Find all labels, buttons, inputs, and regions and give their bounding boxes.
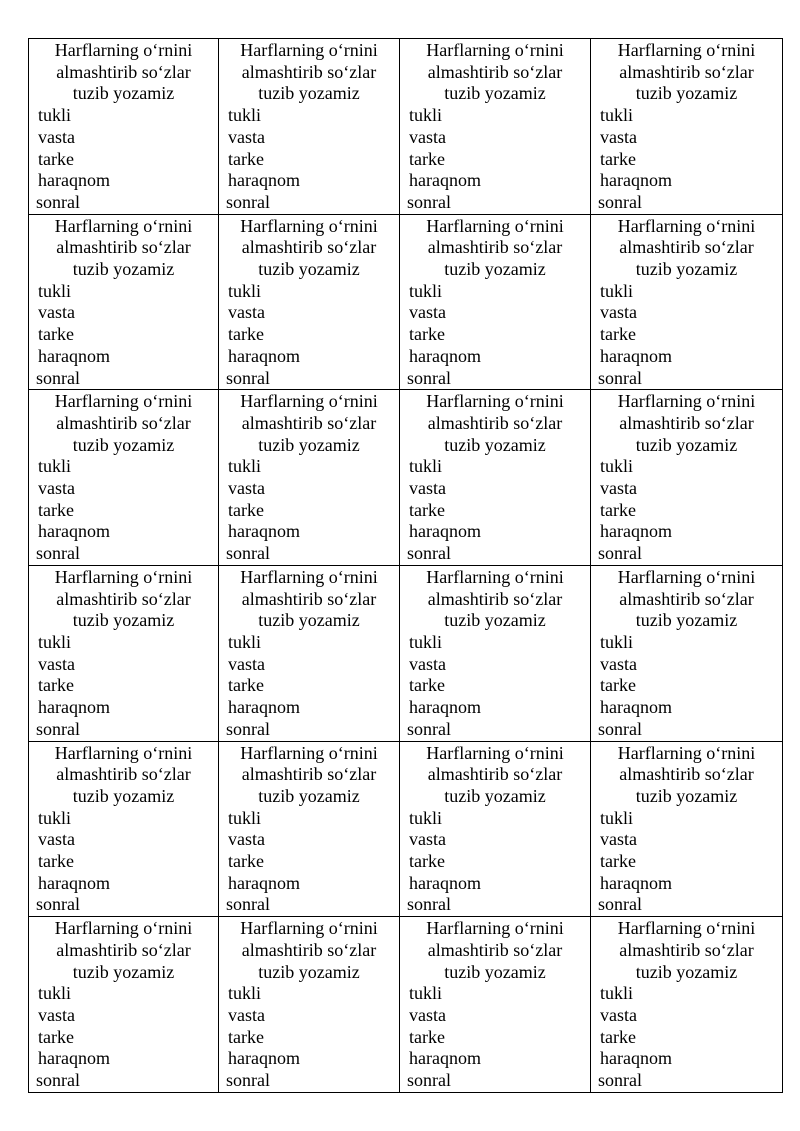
scrambled-word: tarke [38, 499, 74, 520]
scrambled-word: tarke [38, 851, 74, 872]
scrambled-word: vasta [38, 1004, 75, 1025]
card-instruction [591, 391, 782, 456]
word-card-content [219, 566, 399, 741]
word-card [400, 565, 591, 741]
scrambled-word: haraqnom [228, 521, 300, 542]
word-card [29, 917, 219, 1093]
instruction-line: almashtirib so‘zlar [241, 764, 377, 785]
scrambled-word: tukli [600, 280, 634, 301]
instruction-line: tuzib yozamiz [72, 961, 175, 982]
word-card-content [29, 742, 218, 917]
instruction-line: Harflarning o‘rnini [240, 215, 378, 236]
instruction-line: Harflarning o‘rnini [54, 215, 193, 236]
card-instruction [591, 743, 782, 808]
instruction-line: almashtirib so‘zlar [241, 588, 377, 609]
instruction-line: Harflarning o‘rnini [617, 918, 756, 939]
scrambled-word: tukli [38, 105, 72, 126]
word-card [400, 39, 591, 215]
scrambled-word: haraqnom [409, 1048, 481, 1069]
instruction-line: tuzib yozamiz [258, 83, 360, 104]
scrambled-word: haraqnom [600, 1048, 672, 1069]
card-instruction [29, 918, 218, 983]
instruction-line: almashtirib so‘zlar [427, 939, 563, 960]
instruction-line: tuzib yozamiz [258, 961, 360, 982]
instruction-line: Harflarning o‘rnini [54, 918, 193, 939]
instruction-line: Harflarning o‘rnini [54, 40, 193, 60]
scrambled-word: haraqnom [600, 521, 672, 542]
scrambled-word: vasta [228, 302, 265, 323]
scrambled-word: sonral [36, 718, 80, 739]
instruction-line: tuzib yozamiz [72, 610, 175, 631]
scrambled-word: haraqnom [409, 697, 481, 718]
scrambled-word: haraqnom [228, 1048, 300, 1069]
instruction-line: almashtirib so‘zlar [241, 412, 377, 433]
card-instruction [219, 567, 399, 632]
card-instruction [591, 40, 782, 105]
scrambled-word: tukli [409, 456, 443, 477]
scrambled-word: vasta [38, 126, 75, 147]
instruction-line: tuzib yozamiz [72, 83, 175, 104]
card-row [29, 214, 783, 390]
scrambled-word: vasta [409, 1004, 446, 1025]
word-card [29, 39, 219, 215]
scrambled-word: vasta [600, 829, 637, 850]
word-card-content [219, 215, 399, 390]
instruction-line: Harflarning o‘rnini [426, 742, 564, 763]
scrambled-word: sonral [598, 894, 642, 915]
instruction-line: Harflarning o‘rnini [54, 742, 193, 763]
instruction-line: almashtirib so‘zlar [56, 764, 191, 785]
word-card [591, 741, 783, 917]
instruction-line: Harflarning o‘rnini [617, 742, 756, 763]
instruction-line: almashtirib so‘zlar [427, 412, 563, 433]
card-row [29, 917, 783, 1093]
word-card [29, 565, 219, 741]
card-instruction [400, 918, 590, 983]
word-card [400, 741, 591, 917]
scrambled-word: sonral [226, 191, 270, 212]
scrambled-word: haraqnom [600, 345, 672, 366]
scrambled-word: tarke [600, 148, 636, 169]
scrambled-word: vasta [228, 126, 265, 147]
scrambled-word: sonral [407, 191, 451, 212]
card-instruction [591, 216, 782, 281]
instruction-line: almashtirib so‘zlar [619, 588, 754, 609]
scrambled-word: haraqnom [38, 170, 110, 191]
card-row [29, 741, 783, 917]
scrambled-word: sonral [226, 1070, 270, 1091]
scrambled-word: sonral [407, 894, 451, 915]
scrambled-word: tarke [228, 499, 264, 520]
instruction-line: tuzib yozamiz [444, 259, 546, 280]
word-card-content [219, 917, 399, 1092]
scrambled-word: tarke [228, 851, 264, 872]
word-card-content [591, 215, 782, 390]
word-card [400, 390, 591, 566]
scrambled-word: haraqnom [409, 345, 481, 366]
word-card [591, 390, 783, 566]
scrambled-word: vasta [600, 1004, 637, 1025]
word-card [591, 565, 783, 741]
card-instruction [29, 743, 218, 808]
scrambled-word: vasta [228, 1004, 265, 1025]
scrambled-word: haraqnom [600, 872, 672, 893]
word-card [400, 917, 591, 1093]
scrambled-word: sonral [36, 1070, 80, 1091]
scrambled-word: tarke [409, 148, 445, 169]
scrambled-word: tukli [600, 105, 634, 126]
scrambled-word: haraqnom [600, 697, 672, 718]
scrambled-word: haraqnom [409, 170, 481, 191]
word-card-content [400, 566, 590, 741]
scrambled-word: vasta [228, 829, 265, 850]
scrambled-word: tarke [38, 1026, 74, 1047]
card-row [29, 390, 783, 566]
word-card-content [400, 215, 590, 390]
scrambled-word: tarke [228, 1026, 264, 1047]
scrambled-word: tukli [228, 280, 262, 301]
scrambled-word: vasta [600, 126, 637, 147]
card-row [29, 565, 783, 741]
scrambled-word: vasta [600, 302, 637, 323]
instruction-line: almashtirib so‘zlar [241, 939, 377, 960]
instruction-line: tuzib yozamiz [258, 610, 360, 631]
word-card-content [591, 742, 782, 917]
scrambled-word: tukli [228, 983, 262, 1004]
scrambled-word: haraqnom [600, 170, 672, 191]
scrambled-word: vasta [600, 653, 637, 674]
scrambled-word: sonral [407, 718, 451, 739]
word-card [219, 741, 400, 917]
instruction-line: almashtirib so‘zlar [427, 588, 563, 609]
instruction-line: Harflarning o‘rnini [617, 40, 756, 60]
word-card-content [29, 917, 218, 1092]
word-card [591, 39, 783, 215]
scrambled-word: tarke [409, 851, 445, 872]
card-instruction [219, 40, 399, 105]
instruction-line: tuzib yozamiz [258, 785, 360, 806]
word-card [219, 565, 400, 741]
scrambled-word: vasta [38, 829, 75, 850]
instruction-line: almashtirib so‘zlar [619, 939, 754, 960]
instruction-line: tuzib yozamiz [444, 83, 546, 104]
card-instruction [29, 391, 218, 456]
scrambled-word: tarke [600, 324, 636, 345]
word-card-content [591, 917, 782, 1092]
scrambled-word: tukli [228, 456, 262, 477]
word-card-content [219, 742, 399, 917]
word-card [29, 390, 219, 566]
word-card-content [400, 39, 590, 214]
instruction-line: Harflarning o‘rnini [54, 391, 193, 412]
instruction-line: almashtirib so‘zlar [619, 764, 754, 785]
scrambled-word: haraqnom [38, 697, 110, 718]
instruction-line: almashtirib so‘zlar [427, 237, 563, 258]
instruction-line: Harflarning o‘rnini [426, 566, 564, 587]
instruction-line: Harflarning o‘rnini [240, 391, 378, 412]
scrambled-word: sonral [598, 367, 642, 388]
word-card-content [29, 390, 218, 565]
instruction-line: tuzib yozamiz [635, 610, 738, 631]
scrambled-word: haraqnom [38, 521, 110, 542]
scrambled-word: vasta [38, 302, 75, 323]
instruction-line: almashtirib so‘zlar [427, 764, 563, 785]
scrambled-word: tukli [228, 631, 262, 652]
instruction-line: Harflarning o‘rnini [426, 391, 564, 412]
word-card [29, 741, 219, 917]
word-card-content [591, 566, 782, 741]
scrambled-word: sonral [36, 367, 80, 388]
instruction-line: tuzib yozamiz [635, 83, 738, 104]
scrambled-word: tukli [409, 983, 443, 1004]
card-instruction [400, 567, 590, 632]
instruction-line: tuzib yozamiz [635, 259, 738, 280]
instruction-line: Harflarning o‘rnini [240, 566, 378, 587]
scrambled-word: tukli [228, 105, 262, 126]
scrambled-word: vasta [409, 478, 446, 499]
instruction-line: tuzib yozamiz [72, 785, 175, 806]
scrambled-word: tukli [600, 631, 634, 652]
instruction-line: tuzib yozamiz [444, 961, 546, 982]
word-card-content [400, 742, 590, 917]
instruction-line: almashtirib so‘zlar [241, 237, 377, 258]
instruction-line: Harflarning o‘rnini [426, 215, 564, 236]
scrambled-word: vasta [409, 302, 446, 323]
instruction-line: almashtirib so‘zlar [619, 237, 754, 258]
scrambled-word: vasta [409, 126, 446, 147]
scrambled-word: sonral [36, 543, 80, 564]
instruction-line: tuzib yozamiz [72, 434, 175, 455]
instruction-line: Harflarning o‘rnini [240, 40, 378, 60]
instruction-line: tuzib yozamiz [258, 259, 360, 280]
word-card [219, 390, 400, 566]
instruction-line: Harflarning o‘rnini [426, 40, 564, 60]
instruction-line: almashtirib so‘zlar [56, 939, 191, 960]
word-card [219, 39, 400, 215]
scrambled-word: sonral [407, 1070, 451, 1091]
scrambled-word: haraqnom [409, 521, 481, 542]
scrambled-word: vasta [228, 478, 265, 499]
scrambled-word: tukli [38, 983, 72, 1004]
scrambled-word: sonral [598, 543, 642, 564]
instruction-line: Harflarning o‘rnini [617, 391, 756, 412]
word-card [219, 917, 400, 1093]
scrambled-word: sonral [226, 718, 270, 739]
instruction-line: tuzib yozamiz [72, 259, 175, 280]
scrambled-word: tarke [409, 324, 445, 345]
scrambled-word: vasta [228, 653, 265, 674]
card-instruction [219, 918, 399, 983]
word-card-content [591, 390, 782, 565]
word-card-content [400, 390, 590, 565]
instruction-line: tuzib yozamiz [258, 434, 360, 455]
scrambled-word: tarke [38, 148, 74, 169]
scrambled-word: tukli [38, 631, 72, 652]
scrambled-word: haraqnom [38, 345, 110, 366]
scrambled-word: tukli [409, 280, 443, 301]
scrambled-word: sonral [407, 543, 451, 564]
scrambled-word: haraqnom [409, 872, 481, 893]
instruction-line: tuzib yozamiz [635, 785, 738, 806]
scrambled-word: tarke [600, 1026, 636, 1047]
scrambled-word: tarke [409, 1026, 445, 1047]
word-card-content [29, 39, 218, 214]
scrambled-word: haraqnom [38, 1048, 110, 1069]
scrambled-word: sonral [598, 718, 642, 739]
word-card-content [591, 39, 782, 214]
word-card [400, 214, 591, 390]
scrambled-word: tukli [409, 631, 443, 652]
card-instruction [219, 391, 399, 456]
word-card [591, 917, 783, 1093]
card-instruction [400, 216, 590, 281]
word-card-content [400, 917, 590, 1092]
word-card [591, 214, 783, 390]
scrambled-word: haraqnom [228, 697, 300, 718]
word-card-content [219, 390, 399, 565]
instruction-line: almashtirib so‘zlar [56, 588, 191, 609]
scrambled-word: vasta [409, 653, 446, 674]
word-card-content [29, 215, 218, 390]
instruction-line: Harflarning o‘rnini [240, 918, 378, 939]
card-instruction [400, 40, 590, 105]
instruction-line: Harflarning o‘rnini [617, 566, 756, 587]
scrambled-word: tukli [600, 456, 634, 477]
instruction-line: Harflarning o‘rnini [240, 742, 378, 763]
instruction-line: tuzib yozamiz [444, 785, 546, 806]
scrambled-word: haraqnom [228, 345, 300, 366]
scrambled-word: tukli [600, 807, 634, 828]
scrambled-word: tukli [409, 807, 443, 828]
scrambled-word: vasta [409, 829, 446, 850]
instruction-line: almashtirib so‘zlar [241, 61, 377, 82]
scrambled-word: sonral [36, 191, 80, 212]
instruction-line: tuzib yozamiz [635, 961, 738, 982]
instruction-line: almashtirib so‘zlar [619, 61, 754, 82]
card-grid [28, 38, 783, 1093]
word-card [29, 214, 219, 390]
scrambled-word: haraqnom [38, 872, 110, 893]
scrambled-word: vasta [38, 478, 75, 499]
scrambled-word: tarke [228, 324, 264, 345]
scrambled-word: vasta [38, 653, 75, 674]
scrambled-word: tarke [600, 851, 636, 872]
instruction-line: almashtirib so‘zlar [427, 61, 563, 82]
scrambled-word: tarke [228, 675, 264, 696]
scrambled-word: tukli [38, 456, 72, 477]
instruction-line: Harflarning o‘rnini [426, 918, 564, 939]
scrambled-word: haraqnom [228, 170, 300, 191]
scrambled-word: tarke [600, 675, 636, 696]
instruction-line: tuzib yozamiz [444, 610, 546, 631]
card-instruction [400, 743, 590, 808]
scrambled-word: tukli [38, 280, 72, 301]
word-card-content [29, 566, 218, 741]
scrambled-word: sonral [226, 367, 270, 388]
instruction-line: tuzib yozamiz [444, 434, 546, 455]
scrambled-word: tarke [600, 499, 636, 520]
card-instruction [591, 918, 782, 983]
card-instruction [591, 567, 782, 632]
instruction-line: Harflarning o‘rnini [54, 566, 193, 587]
scrambled-word: tarke [38, 324, 74, 345]
scrambled-word: tukli [409, 105, 443, 126]
scrambled-word: sonral [226, 543, 270, 564]
scrambled-word: tarke [38, 675, 74, 696]
scrambled-word: sonral [226, 894, 270, 915]
scrambled-word: vasta [600, 478, 637, 499]
word-card-content [219, 39, 399, 214]
scrambled-word: tarke [228, 148, 264, 169]
scrambled-word: tukli [38, 807, 72, 828]
word-card [219, 214, 400, 390]
instruction-line: almashtirib so‘zlar [619, 412, 754, 433]
instruction-line: almashtirib so‘zlar [56, 61, 191, 82]
scrambled-word: sonral [598, 191, 642, 212]
scrambled-word: tarke [409, 499, 445, 520]
scrambled-word: haraqnom [228, 872, 300, 893]
card-instruction [219, 743, 399, 808]
scrambled-word: tukli [228, 807, 262, 828]
instruction-line: almashtirib so‘zlar [56, 237, 191, 258]
scrambled-word: sonral [598, 1070, 642, 1091]
scrambled-word: sonral [407, 367, 451, 388]
card-instruction [29, 40, 218, 105]
card-instruction [400, 391, 590, 456]
scrambled-word: tukli [600, 983, 634, 1004]
instruction-line: tuzib yozamiz [635, 434, 738, 455]
scrambled-word: sonral [36, 894, 80, 915]
card-instruction [29, 216, 218, 281]
instruction-line: Harflarning o‘rnini [617, 215, 756, 236]
card-instruction [219, 216, 399, 281]
card-row [29, 39, 783, 215]
card-instruction [29, 567, 218, 632]
scrambled-word: tarke [409, 675, 445, 696]
instruction-line: almashtirib so‘zlar [56, 412, 191, 433]
